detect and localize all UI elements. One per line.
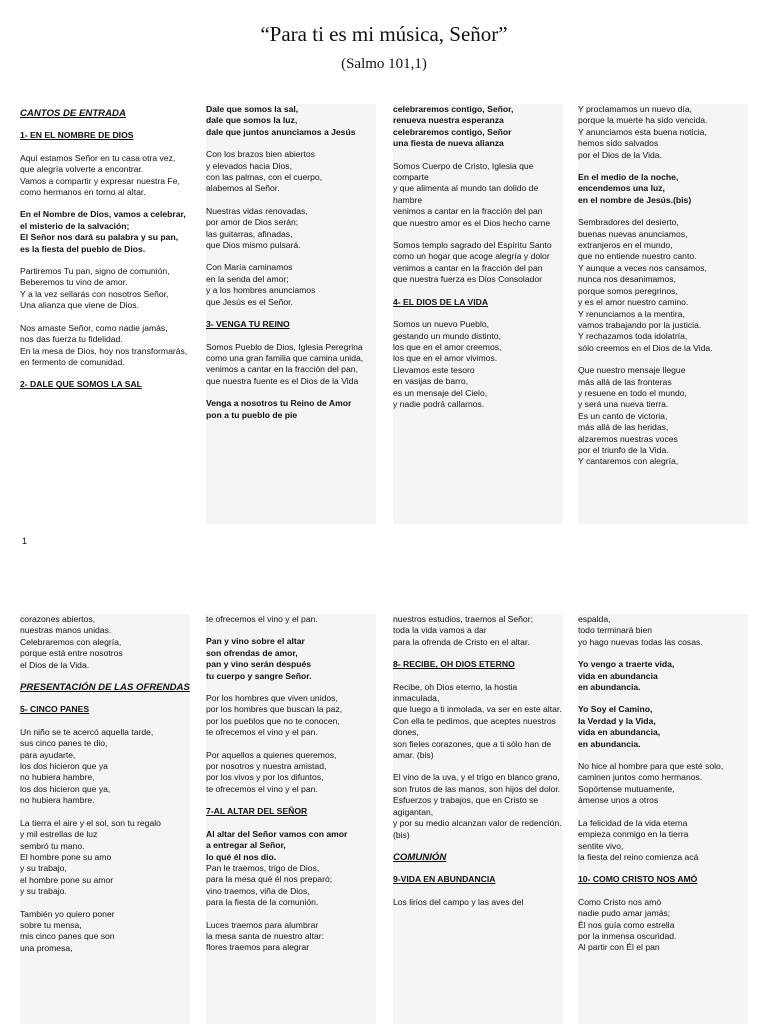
lyric-stanza: Recibe, oh Dios eterno, la hostia inmaculada, que luego a ti inmolada, va ser en este altar. Con ella te pedimos, que aceptes nuestros dones, son fieles corazones, que a ti sólo han de amar. (bis): [393, 681, 562, 761]
document-subtitle: (Salmo 101,1): [341, 56, 427, 72]
lyric-stanza: El vino de la uva, y el trigo en blanco grano, son frutos de las manos, son hijos del dolor. Esfuerzos y trabajos, que en Cristo se agigantan, y por su medio alcanzan valor de redención. (bis): [393, 772, 562, 840]
lyric-stanza: Nos amaste Señor, como nadie jamás, nos das fuerza tu fidelidad. En la mesa de Dios, hoy nos transformarás, en fermento de comunidad.: [20, 322, 188, 367]
lyric-stanza: Un niño se te acercó aquella tarde, sus cinco panes te dio, para ayudarte, los dos hicieron que ya no hubiera hambre, los dos hicieron que ya, no hubiera hambre.: [20, 726, 154, 806]
page1-column-3: [393, 104, 563, 524]
lyric-stanza: En el medio de la noche, encendemos una luz, en el nombre de Jesús.(bis): [578, 172, 692, 205]
lyric-stanza: Nuestras vidas renovadas, por amor de Dios serán; las guitarras, afinadas, que Dios mismo pulsará.: [206, 205, 308, 251]
lyric-stanza: También yo quiero poner sobre tu mensa, mis cinco panes que son una promesa,: [20, 908, 115, 953]
page2-column-4: [578, 614, 748, 1024]
lyric-stanza: Yo vengo a traerte vida, vida en abundancia en abundancia.: [578, 659, 675, 693]
song-heading: CANTOS DE ENTRADA: [20, 108, 126, 119]
lyric-stanza: Sembradores del desierto, buenas nuevas anunciamos, extranjeros en el mundo, que no entiende nuestro canto. Y aunque a veces nos cansamos, nunca nos desanimamos, porque somos peregrinos, y es el amor nuestro camino. Y renunciamos a la mentira, vamos trabajando por la justicia. Y rechazamos toda idolatría, sólo creemos en el Dios de la Vida.: [578, 217, 713, 353]
lyric-stanza: Luces traemos para alumbrar la mesa santa de nuestro altar: flores traemos para alegrar: [206, 919, 324, 953]
lyric-stanza: Dale que somos la sal, dale que somos la luz, dale que juntos anunciamos a Jesús: [206, 104, 356, 137]
lyric-stanza: La tierra el aire y el sol, son tu regalo y mil estrellas de luz sembró tu mano. El hombre pone su amo y su trabajo, el hombre pone su amor y su trabajo.: [20, 817, 161, 897]
lyric-stanza: Al altar del Señor vamos con amor a entregar al Señor, lo qué él nos dio. Pan le traemos, trigo de Dios, para la mesa qué él nos preparó; vino traemos, viña de Dios, para la fiesta de la comunión.: [206, 828, 348, 908]
lyric-stanza: Que nuestro mensaje llegue más allá de las fronteras y resuene en todo el mundo, y será una nueva tierra. Es un canto de victoria, más allá de las heridas, alzaremos nuestras voces por el triunfo de la Vida. Y cantaremos con alegría,: [578, 365, 687, 467]
lyric-stanza: Por aquellos a quienes queremos, por nosotros y nuestra amistad, por los vivos y por los difuntos, te ofrecemos el vino y el pan.: [206, 749, 337, 794]
song-heading: 3- VENGA TU REINO: [206, 319, 290, 330]
page2-column-2: [206, 614, 376, 1024]
song-heading: COMUNIÓN: [393, 851, 447, 863]
song-heading: 9-VIDA EN ABUNDANCIA: [393, 874, 496, 885]
page1-column-1: [20, 104, 190, 524]
song-heading: 5- CINCO PANES: [20, 704, 90, 715]
lyric-stanza: nuestros estudios, traemos al Señor; toda la vida vamos a dar para la ofrenda de Cristo en el altar.: [393, 614, 533, 647]
page2-column-3: [393, 614, 563, 1024]
page-2: [0, 614, 768, 1024]
lyric-stanza: corazones abiertos, nuestras manos unidas. Celebraremos con alegría, porque está entre nosotros el Dios de la Vida.: [20, 614, 123, 670]
song-heading: 8- RECIBE, OH DIOS ETERNO: [393, 659, 515, 670]
lyric-stanza: te ofrecemos el vino y el pan.: [206, 614, 318, 624]
document-title: “Para ti es mi música, Señor”: [260, 22, 508, 46]
lyric-stanza: Yo Soy el Camino, la Verdad y la Vida, vida en abundancia, en abundancia.: [578, 704, 661, 749]
lyric-stanza: Somos templo sagrado del Espíritu Santo como un hogar que acoge alegría y dolor venimos a cantar en la fracción del pan que nuestra fuerza es Dios Consolador: [393, 240, 552, 285]
page1-column-4: [578, 104, 748, 524]
lyric-stanza: Somos un nuevo Pueblo, gestando un mundo distinto, los que en el amor creemos, los que en el amor vivimos. Llevamos este tesoro en vasijas de barro, es un mensaje del Cielo, y nadie podrá callarnos.: [393, 319, 502, 409]
lyric-stanza: Somos Pueblo de Dios, Iglesia Peregrina como una gran familia que camina unida, venimos a cantar en la fracción del pan, que nuestra fuente es el Dios de la Vida: [206, 341, 364, 386]
lyric-stanza: Los lirios del campo y las aves del: [393, 896, 524, 907]
song-heading: PRESENTACIÓN DE LAS OFRENDAS: [20, 682, 190, 694]
song-heading: 10- COMO CRISTO NOS AMÓ: [578, 874, 698, 885]
lyric-stanza: espalda, todo terminará bien yo hago nuevas todas las cosas.: [578, 614, 703, 647]
page2-column-1: [20, 614, 190, 1024]
page-number: 1: [22, 536, 28, 546]
lyric-stanza: Por los hombres que viven unidos, por los hombres que buscan la paz, por los pueblos que no te conocen, te ofrecemos el vino y el pan.: [206, 693, 343, 738]
lyric-stanza: Pan y vino sobre el altar son ofrendas de amor, pan y vino serán después tu cuerpo y sangre Señor.: [206, 636, 312, 681]
song-heading: 4- EL DIOS DE LA VIDA: [393, 296, 489, 307]
lyric-stanza: En el Nombre de Dios, vamos a celebrar, el misterio de la salvación; El Señor nos dará su palabra y su pan, es la fiesta del pueblo de Dios.: [20, 209, 186, 254]
lyric-stanza: celebraremos contigo, Señor, renueva nuestra esperanza celebraremos contigo, Señor una fiesta de nueva alianza: [393, 104, 514, 149]
lyric-stanza: No hice al hombre para que esté solo, caminen juntos como hermanos. Sopórtense mutuamente, ámense unos a otros: [578, 761, 724, 806]
lyric-stanza: Aquí estamos Señor en tu casa otra vez, que alegría volverte a encontrar. Vamos a compartir y expresar nuestra Fe, como hermanos en torno al altar.: [20, 152, 180, 198]
song-heading: 1- EN EL NOMBRE DE DIOS: [20, 130, 134, 141]
song-heading: 2- DALE QUE SOMOS LA SAL: [20, 379, 142, 390]
lyric-stanza: Con María caminamos en la senda del amor; y a los hombres anunciamos que Jesús es el Señor.: [206, 262, 316, 307]
lyric-stanza: Venga a nosotros tu Reino de Amor pon a tu pueblo de pie: [206, 398, 352, 420]
lyric-stanza: Como Cristo nos amó nadie pudo amar jamás; Él nos guía como estrella por la inmensa oscuridad. Al partir con Él el pan: [578, 896, 677, 953]
page-1: [0, 104, 768, 524]
page1-column-2: [206, 104, 376, 524]
lyric-stanza: La felicidad de la vida eterna empieza conmigo en la tierra sentite vivo, la fiesta del reino comienza acá: [578, 817, 699, 862]
lyric-stanza: Somos Cuerpo de Cristo, Iglesia que comparte y que alimenta al mundo tan dolido de hambre venimos a cantar en la fracción del pan que nuestro amor es el Dios hecho carne: [393, 160, 551, 228]
lyric-stanza: Partiremos Tu pan, signo de comunión, Beberemos tu vino de amor. Y a la vez sellarás con nosotros Señor, Una alianza que viene de Dios.: [20, 266, 170, 311]
lyric-stanza: Y proclamamos un nuevo día, porque la muerte ha sido vencida. Y anunciamos esta buena noticia, hemos sido salvados por el Dios de la Vida.: [578, 104, 708, 160]
song-heading: 7-AL ALTAR DEL SEÑOR: [206, 806, 308, 817]
lyric-stanza: Con los brazos bien abiertos y elevados hacia Dios, con las palmas, con el cuerpo, alabemos al Señor.: [206, 149, 323, 194]
